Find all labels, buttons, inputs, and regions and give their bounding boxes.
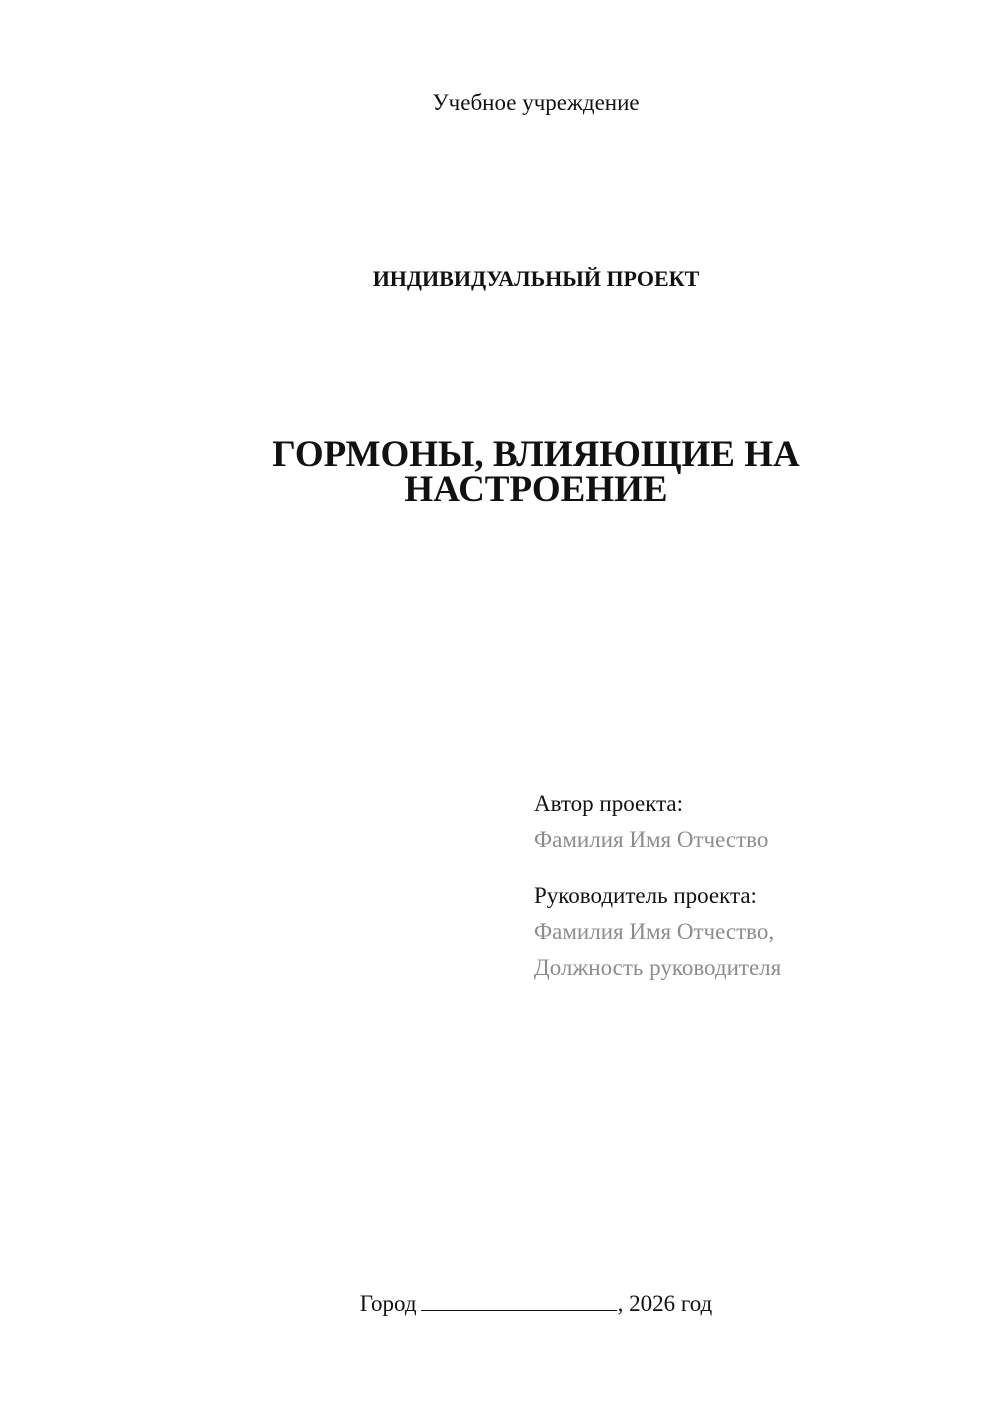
project-title xyxy=(0,434,1000,510)
city-year-line xyxy=(0,1290,1000,1317)
project-title-line-1: ГОРМОНЫ, ВЛИЯЮЩИЕ НА xyxy=(272,434,800,475)
city-blank-underline xyxy=(421,1290,617,1311)
author-group xyxy=(534,786,781,858)
document-type: ИНДИВИДУАЛЬНЫЙ ПРОЕКТ xyxy=(372,266,700,291)
institution-name: Учебное учреждение xyxy=(432,90,640,115)
project-info-block xyxy=(534,786,781,986)
supervisor-group xyxy=(534,878,781,986)
supervisor-position-placeholder: Должность руководителя xyxy=(534,955,782,980)
author-label: Автор проекта: xyxy=(534,791,683,816)
year-text: , 2026 год xyxy=(617,1291,713,1316)
supervisor-name-placeholder: Фамилия Имя Отчество, xyxy=(534,919,775,944)
supervisor-label: Руководитель проекта: xyxy=(534,883,757,908)
project-title-line-2: НАСТРОЕНИЕ xyxy=(404,469,668,510)
city-label: Город xyxy=(359,1291,417,1316)
author-name-placeholder: Фамилия Имя Отчество xyxy=(534,827,769,852)
